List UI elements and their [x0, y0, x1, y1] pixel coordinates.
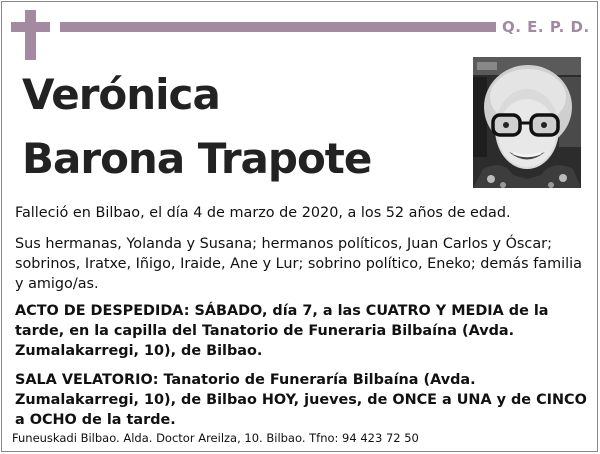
- family-text: Sus hermanas, Yolanda y Susana; hermanos políticos, Juan Carlos y Óscar; sobrinos, Iratxe, Iñigo, Iraide, Ane y Lur; sobrino político, Eneko; demás familia y amigo/as.: [15, 236, 582, 292]
- cross-icon: [25, 10, 36, 60]
- deceased-first-name: Verónica: [22, 70, 220, 119]
- funeral-home-footer: Funeuskadi Bilbao. Alda. Doctor Areilza, 10. Bilbao. Tfno: 94 423 72 50: [12, 431, 419, 445]
- wake-text: SALA VELATORIO: Tanatorio de Funeraría Bilbaína (Avda. Zumalakarregi, 10), de Bilbao HOY, jueves, de ONCE a UNA y de CINCO a OCHO de la tarde.: [15, 372, 587, 428]
- qepd-label: Q. E. P. D.: [502, 18, 590, 36]
- cross-icon-arm: [11, 22, 50, 32]
- deceased-photo: [473, 57, 581, 188]
- header-rule: [60, 22, 496, 32]
- deceased-surnames: Barona Trapote: [22, 134, 372, 183]
- farewell-text: ACTO DE DESPEDIDA: SÁBADO, día 7, a las CUATRO Y MEDIA de la tarde, en la capilla del Tanatorio de Funeraria Bilbaína (Avda. Zumalakarregi, 10), de Bilbao.: [15, 303, 549, 359]
- death-notice-text: Falleció en Bilbao, el día 4 de marzo de 2020, a los 52 años de edad.: [15, 205, 511, 221]
